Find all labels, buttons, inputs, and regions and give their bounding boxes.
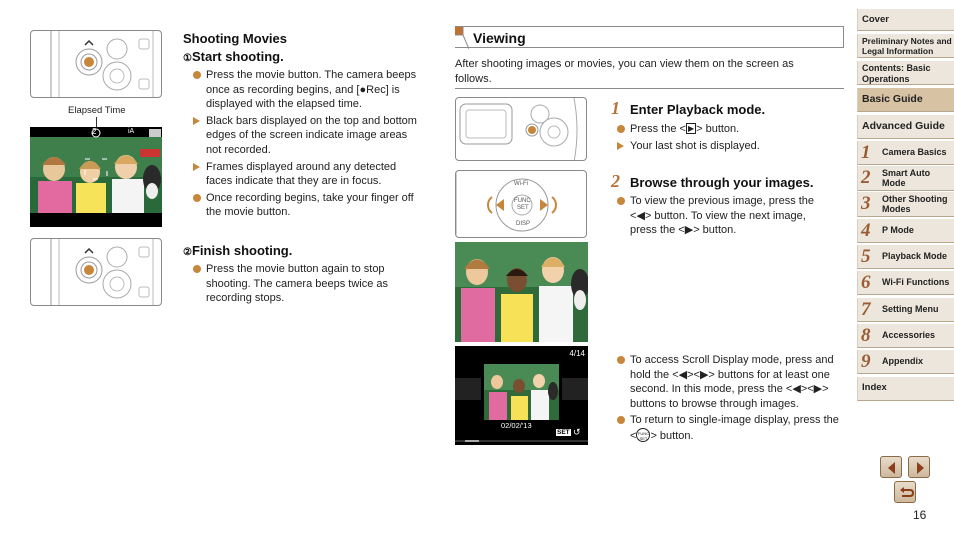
sidebar-item-accessories[interactable]: 8 Accessories — [857, 324, 954, 348]
right-arrow-icon: ▶ — [684, 224, 694, 237]
bullet-dot — [617, 416, 625, 424]
sidebar-item-p-mode[interactable]: 4 P Mode — [857, 219, 954, 243]
list-item: Frames displayed around any detected faces indicate that they are in focus. — [193, 160, 425, 189]
viewing-section-header — [455, 26, 844, 48]
chapter-number: 8 — [861, 325, 871, 346]
return-button[interactable] — [894, 481, 916, 503]
list-item: Once recording begins, take your finger off the movie button. — [193, 191, 425, 220]
elapsed-counter: 2 — [92, 127, 97, 136]
intro-divider — [455, 88, 844, 89]
sidebar-item-basic-guide[interactable]: Basic Guide — [857, 88, 954, 112]
sidebar-item-contents[interactable]: Contents: Basic Operations — [857, 61, 954, 85]
dial-bottom-label: DISP — [516, 221, 531, 227]
return-icon: ↺ — [573, 427, 581, 437]
set-icon: SET — [557, 429, 570, 436]
right-arrow-icon: ▶ — [813, 383, 823, 396]
elapsed-time-label: Elapsed Time — [68, 105, 126, 116]
sidebar-item-smart-auto[interactable]: 2 Smart Auto Mode — [857, 166, 954, 191]
func-set-icon: FUNC SET — [636, 428, 650, 442]
arrow-bullet — [617, 142, 624, 150]
image-counter: 4/14 — [569, 349, 585, 358]
step-marker-1: ① — [183, 53, 192, 64]
chevron-left-icon — [881, 457, 903, 479]
dial-top-label: Wi-Fi — [514, 181, 528, 187]
camera-top-illustration-1 — [30, 30, 162, 98]
previous-page-button[interactable] — [880, 456, 902, 478]
next-page-button[interactable] — [908, 456, 930, 478]
finish-shooting-title — [183, 243, 292, 258]
control-dial-illustration — [455, 170, 587, 238]
sidebar-item-setting-menu[interactable]: 7 Setting Menu — [857, 298, 954, 322]
dial-center-top-label: FUNC — [514, 198, 531, 204]
step2-title: Browse through your images. — [630, 175, 814, 190]
chapter-number: 9 — [861, 351, 871, 372]
image-date: 02/02/'13 — [501, 421, 532, 430]
list-item: Your last shot is displayed. — [617, 139, 847, 154]
step-marker-2: ② — [183, 247, 192, 258]
mode-indicator: iA — [128, 128, 135, 135]
chapter-number: 3 — [861, 193, 871, 214]
sidebar-item-camera-basics[interactable]: 1 Camera Basics — [857, 141, 954, 165]
step1-title: Enter Playback mode. — [630, 102, 766, 117]
bullet-dot — [617, 197, 625, 205]
return-icon — [895, 482, 917, 504]
right-arrow-icon: ▶ — [699, 368, 709, 381]
finish-shooting-bullets — [193, 262, 408, 308]
chevron-right-icon — [909, 457, 931, 479]
camera-back-playback-illustration — [455, 97, 587, 161]
arrow-bullet — [193, 163, 200, 171]
bullet-dot — [193, 194, 201, 202]
chapter-number: 5 — [861, 246, 871, 267]
start-shooting-text: Start shooting. — [191, 49, 284, 64]
list-item: Press the movie button again to stop shooting. The camera beeps twice as recording stops. — [193, 262, 408, 306]
sidebar-item-advanced-guide[interactable]: Advanced Guide — [857, 115, 954, 139]
scroll-display-screen — [455, 346, 588, 445]
list-item: To access Scroll Display mode, press and hold the <◀><▶> buttons for at least one second. In this mode, press the <◀><▶> buttons to browse through images. — [617, 353, 847, 411]
bullet-dot — [193, 71, 201, 79]
camera-top-illustration-2 — [30, 238, 162, 306]
viewing-title: Viewing — [473, 30, 526, 46]
bullet-dot — [193, 265, 201, 273]
start-shooting-bullets — [193, 68, 425, 222]
chapter-number: 1 — [861, 142, 871, 163]
sidebar-item-cover[interactable]: Cover — [857, 9, 954, 31]
arrow-bullet — [193, 117, 200, 125]
list-item: Press the movie button. The camera beeps once as recording begins, and [●Rec] is displayed with the elapsed time. — [193, 68, 425, 112]
step-number-2: 2 — [611, 171, 620, 191]
left-arrow-icon: ◀ — [792, 383, 801, 396]
playback-button-icon: ▶ — [687, 124, 695, 133]
bullet-dot — [617, 125, 625, 133]
step2-bullets — [617, 194, 832, 240]
step1-bullets — [617, 122, 847, 155]
list-item: To return to single-image display, press the <FUNC SET > button. — [617, 413, 847, 443]
bullet-dot — [617, 356, 625, 364]
list-item: Black bars displayed on the top and bottom edges of the screen indicate image areas not recorded. — [193, 114, 425, 158]
sidebar-item-wifi[interactable]: 6 Wi-Fi Functions — [857, 271, 954, 295]
list-item: To view the previous image, press the <◀> button. To view the next image, press the <▶> button. — [617, 194, 832, 238]
left-arrow-icon: ◀ — [678, 368, 688, 381]
viewing-intro: After shooting images or movies, you can view them on the screen as follows. — [455, 58, 794, 85]
sidebar-item-appendix[interactable]: 9 Appendix — [857, 350, 954, 374]
recording-screen-photo — [30, 127, 162, 227]
finish-shooting-text: Finish shooting. — [191, 243, 293, 258]
chapter-number: 4 — [861, 220, 871, 241]
page-number: 16 — [913, 508, 927, 522]
section-corner-icon — [455, 27, 469, 49]
left-arrow-icon: ◀ — [636, 209, 645, 222]
shooting-movies-heading: Shooting Movies — [183, 31, 287, 46]
playback-photo — [455, 242, 588, 342]
chapter-number: 7 — [861, 299, 871, 320]
sidebar-item-playback-mode[interactable]: 5 Playback Mode — [857, 245, 954, 269]
sidebar-item-index[interactable]: Index — [857, 377, 954, 401]
start-shooting-title — [183, 49, 284, 64]
list-item: Press the < ▶ > button. — [617, 122, 847, 137]
scroll-display-bullets — [617, 353, 847, 446]
chapter-number: 2 — [861, 167, 871, 188]
dial-center-bottom-label: SET — [517, 205, 529, 211]
chapter-number: 6 — [861, 272, 871, 293]
sidebar-item-other-shooting[interactable]: 3 Other Shooting Modes — [857, 192, 954, 217]
sidebar-item-preliminary[interactable]: Preliminary Notes and Legal Information — [857, 34, 954, 58]
step-number-1: 1 — [611, 98, 620, 118]
